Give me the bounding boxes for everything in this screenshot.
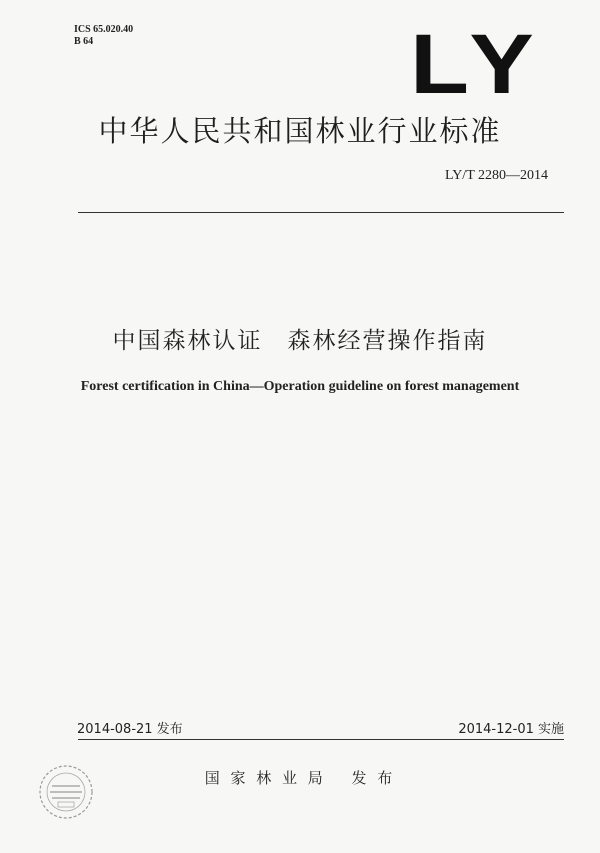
circular-seal-stamp-icon	[36, 762, 96, 822]
publisher: 国 家 林 业 局 发 布	[204, 769, 396, 787]
ics-code: ICS 65.020.40	[74, 24, 134, 35]
document-title-chinese: 中国森林认证 森林经营操作指南	[112, 328, 488, 354]
classification-codes	[74, 24, 133, 48]
implementation-date: 2014-12-01 实施	[458, 722, 564, 737]
standard-number: LY/T 2280—2014	[445, 168, 548, 183]
ccs-code: B 64	[74, 36, 94, 47]
ly-logo: LY	[410, 17, 543, 111]
standard-category-title: 中华人民共和国林业行业标准	[98, 114, 502, 148]
bottom-divider	[78, 739, 564, 740]
issue-date: 2014-08-21 发布	[77, 722, 183, 737]
document-title-english: Forest certification in China—Operation guideline on forest management	[80, 379, 520, 394]
top-divider	[78, 212, 564, 213]
